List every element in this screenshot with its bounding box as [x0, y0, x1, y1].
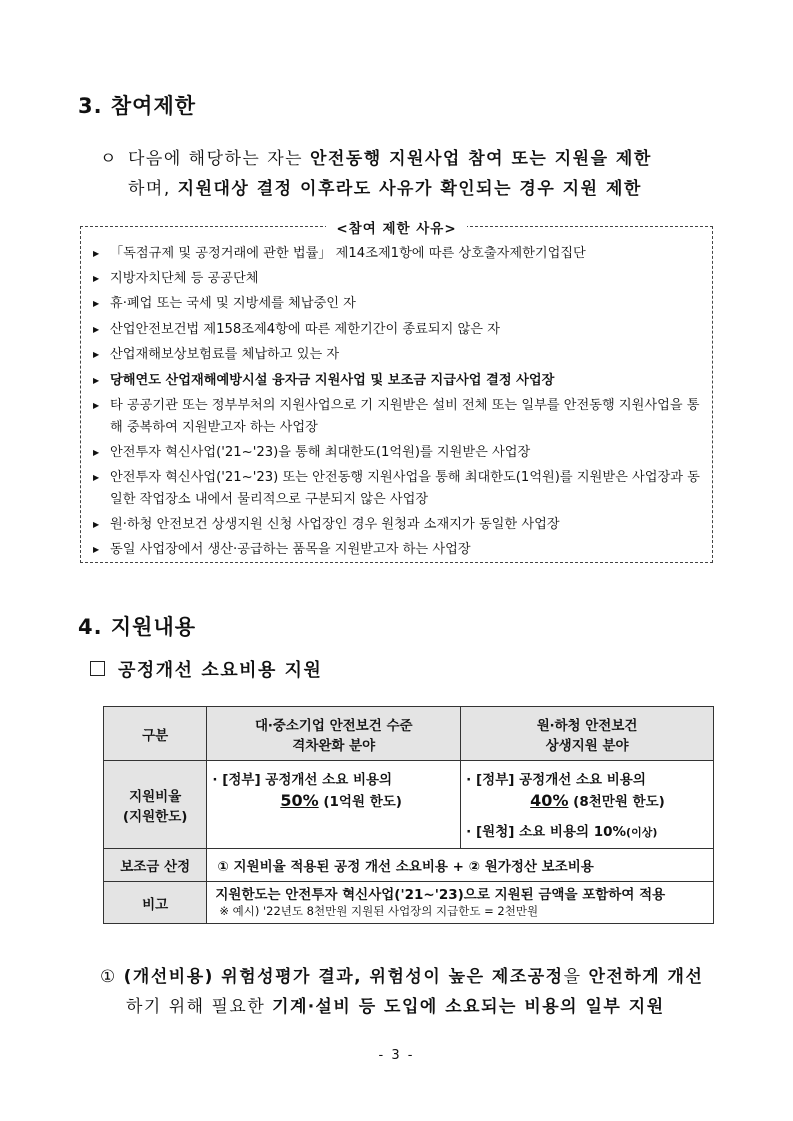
restriction-box-title: <참여 제한 사유> [81, 217, 712, 237]
list-item: ▶ 지방자치단체 등 공공단체 [93, 268, 705, 290]
list-item: ▶ 휴‧폐업 또는 국세 및 지방세를 체납중인 자 [93, 293, 705, 315]
section-4-subheading: 공정개선 소요비용 지원 [118, 660, 323, 681]
triangle-right-icon: ▶ [93, 274, 100, 283]
triangle-right-icon: ▶ [93, 299, 100, 308]
para-text: 하며, [128, 179, 178, 199]
triangle-right-icon: ▶ [93, 401, 100, 410]
restriction-box [80, 221, 713, 563]
table-cell: 지원한도는 안전투자 혁신사업('21~'23)으로 지원된 금액을 포함하여 적용 ※ 예시) '22년도 8천만원 지원된 사업장의 지급한도 = 2천만원 [207, 882, 714, 924]
item-1-paragraph: ① (개선비용) 위험성평가 결과, 위험성이 높은 제조공정을 안전하게 개선 하기 위해 필요한 기계‧설비 등 도입에 소요되는 비용의 일부 지원 [100, 967, 704, 1017]
list-item: ▶ 당해연도 산업재해예방시설 융자금 지원사업 및 보조금 지급사업 결정 사업장 [93, 370, 705, 392]
list-item: ▶ 「독점규제 및 공정거래에 관한 법률」 제14조제1항에 따른 상호출자제한기업집단 [93, 243, 705, 265]
triangle-right-icon: ▶ [93, 350, 100, 359]
triangle-right-icon: ▶ [93, 473, 100, 482]
triangle-right-icon: ▶ [93, 545, 100, 554]
table-header-cell: 원‧하청 안전보건 상생지원 분야 [461, 707, 714, 761]
list-item: ▶ 원‧하청 안전보건 상생지원 신청 사업장인 경우 원청과 소재지가 동일한 사업장 [93, 514, 705, 536]
table-cell: ① 지원비율 적용된 공정 개선 소요비용 + ② 원가정산 보조비용 [207, 849, 714, 882]
triangle-right-icon: ▶ [93, 325, 100, 334]
list-item: ▶ 안전투자 혁신사업('21~'23)을 통해 최대한도(1억원)를 지원받은 사업장 [93, 442, 705, 464]
triangle-right-icon: ▶ [93, 448, 100, 457]
para-text: 다음에 해당하는 자는 [128, 149, 311, 169]
list-item: ▶ 동일 사업장에서 생산‧공급하는 품목을 지원받고자 하는 사업장 [93, 539, 705, 561]
section-3-paragraph [100, 144, 725, 204]
checkbox-square-icon [90, 661, 105, 676]
table-row-label: 비고 [104, 882, 207, 924]
table-cell: · [정부] 공정개선 소요 비용의 40% (8천만원 한도) · [원청] 소요 비용의 10%(이상) [461, 761, 714, 849]
triangle-right-icon: ▶ [93, 376, 100, 385]
triangle-right-icon: ▶ [93, 520, 100, 529]
table-cell: · [정부] 공정개선 소요 비용의 50% (1억원 한도) [207, 761, 461, 849]
table-header-cell: 대‧중소기업 안전보건 수준 격차완화 분야 [207, 707, 461, 761]
para-emphasis: 지원대상 결정 이후라도 사유가 확인되는 경우 지원 제한 [177, 179, 642, 199]
list-item: ▶ 산업안전보건법 제158조제4항에 따른 제한기간이 종료되지 않은 자 [93, 319, 705, 341]
list-item: ▶ 안전투자 혁신사업('21~'23) 또는 안전동행 지원사업을 통해 최대한도(1억원)를 지원받은 사업장과 동일한 작업장소 내에서 물리적으로 구분되지 않은 사업장 [93, 467, 705, 511]
list-item: ▶ 타 공공기관 또는 정부부처의 지원사업으로 기 지원받은 설비 전체 또는 일부를 안전동행 지원사업을 통해 중복하여 지원받고자 하는 사업장 [93, 395, 705, 439]
circle-bullet: ㅇ [100, 149, 118, 169]
table-row-label: 보조금 산정 [104, 849, 207, 882]
table-header-cell: 구분 [104, 707, 207, 761]
para-emphasis: 안전동행 지원사업 참여 또는 지원을 제한 [310, 149, 652, 169]
triangle-right-icon: ▶ [93, 249, 100, 258]
section-3-heading: 3. 참여제한 [78, 94, 197, 118]
table-row-label: 지원비율 (지원한도) [104, 761, 207, 849]
support-table [103, 706, 714, 924]
list-item: ▶ 산업재해보상보험료를 체납하고 있는 자 [93, 344, 705, 366]
section-4-heading: 4. 지원내용 [78, 615, 197, 639]
page-number: - 3 - [378, 1048, 415, 1063]
